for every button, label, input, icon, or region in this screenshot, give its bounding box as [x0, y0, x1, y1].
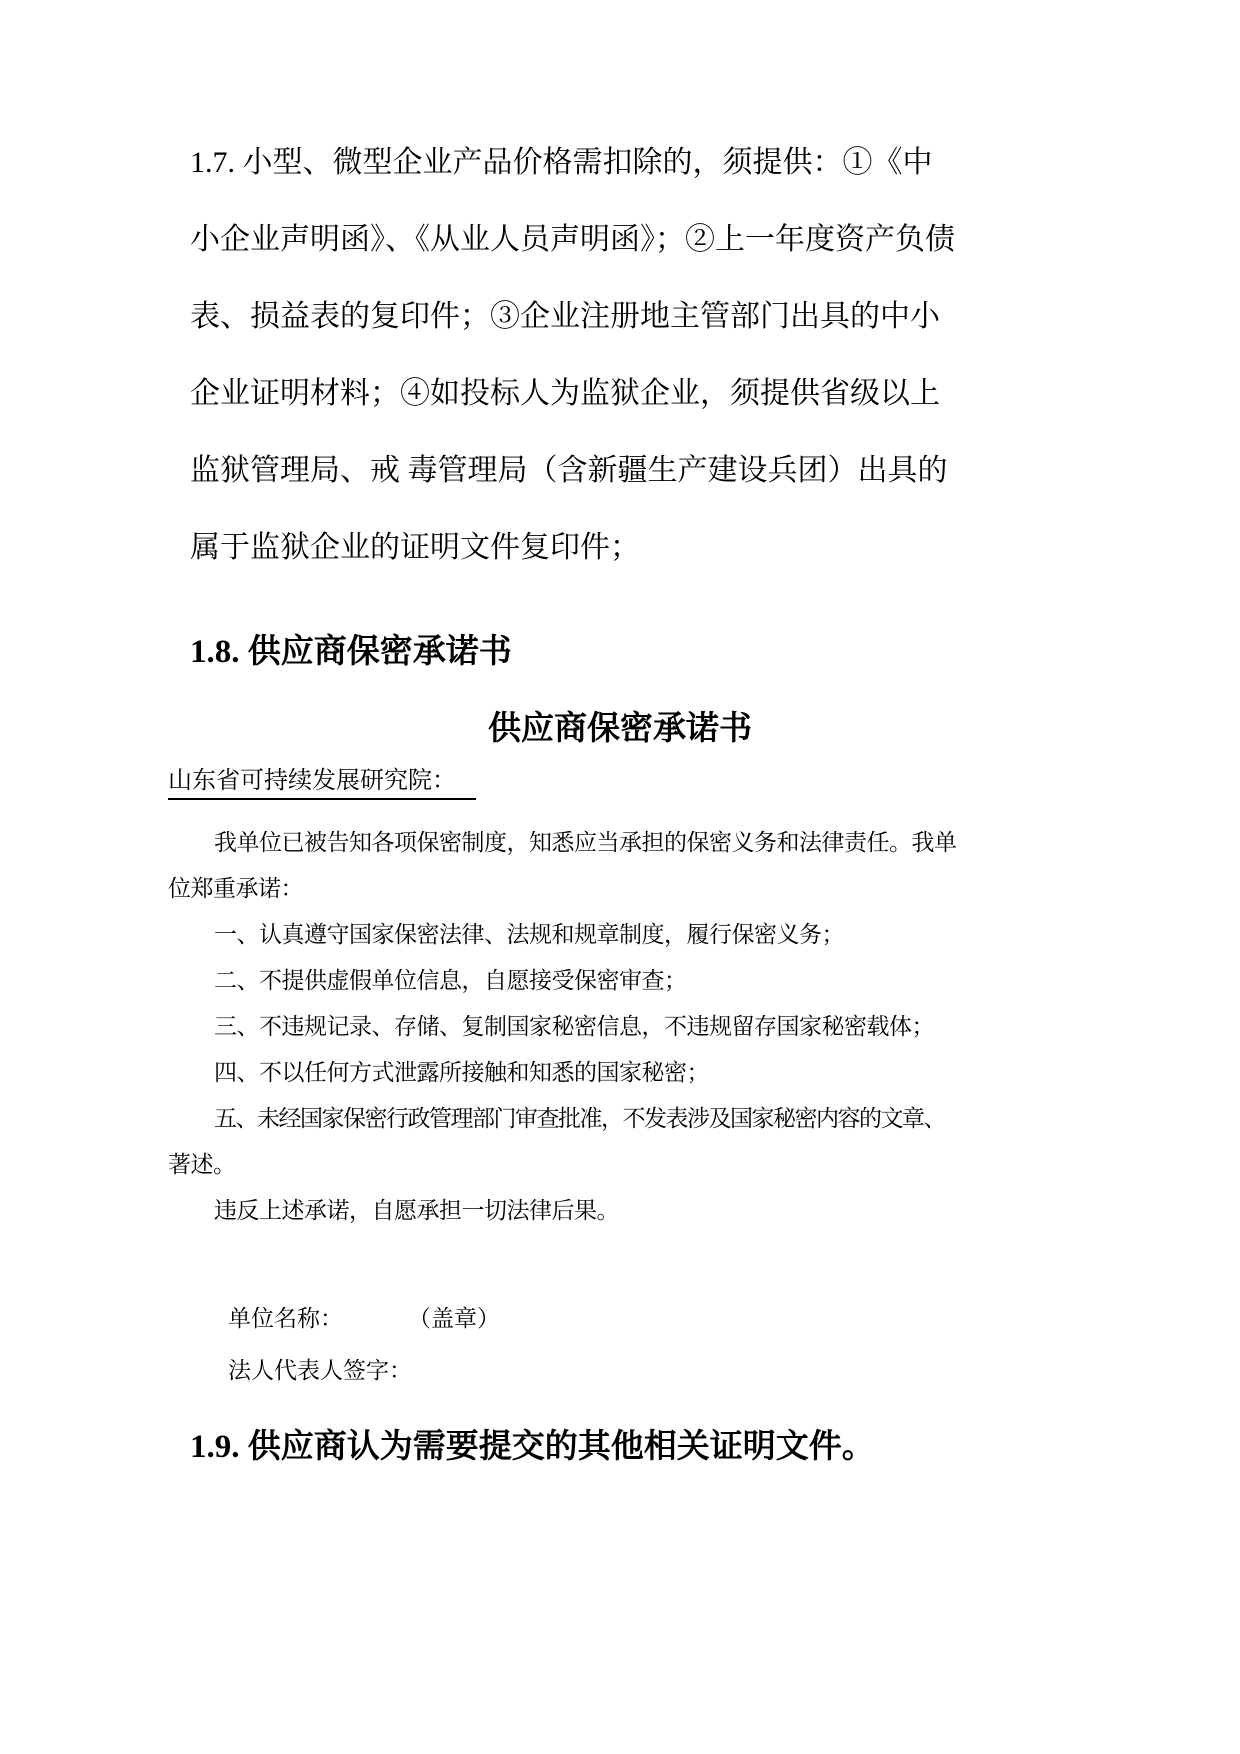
clause-1-7-line: 监狱管理局、戒 毒管理局（含新疆生产建设兵团）出具的: [190, 454, 948, 487]
letter-title: 供应商保密承诺书: [488, 711, 752, 747]
addressee-line: [168, 760, 476, 800]
unit-name-label: 单位名称：: [228, 1306, 343, 1331]
commitment-item: 三、不违规记录、存储、复制国家秘密信息，不违规留存国家秘密载体；: [214, 1014, 934, 1039]
intro-line: 位郑重承诺：: [168, 876, 303, 901]
intro-line: 我单位已被告知各项保密制度，知悉应当承担的保密义务和法律责任。我单: [214, 830, 957, 855]
commitment-item: 四、不以任何方式泄露所接触和知悉的国家秘密；: [214, 1060, 709, 1085]
clause-1-7-line: 企业证明材料；④如投标人为监狱企业，须提供省级以上: [190, 377, 940, 410]
heading-1-8: 1.8. 供应商保密承诺书: [190, 634, 512, 670]
commitment-item-wrap: 著述。: [168, 1152, 236, 1177]
clause-1-7-line: 1.7. 小型、微型企业产品价格需扣除的，须提供：①《中: [190, 146, 933, 179]
clause-1-7-paragraph: [190, 124, 980, 586]
seal-label: （盖章）: [408, 1306, 500, 1331]
commitment-item: 五、未经国家保密行政管理部门审查批准，不发表涉及国家秘密内容的文章、: [214, 1106, 945, 1131]
legal-rep-signature-label: 法人代表人签字：: [228, 1358, 412, 1383]
addressee-text: 山东省可持续发展研究院：: [168, 760, 476, 800]
commitment-item: 一、认真遵守国家保密法律、法规和规章制度，履行保密义务；: [214, 922, 844, 947]
closing-line: 违反上述承诺，自愿承担一切法律后果。: [214, 1198, 619, 1223]
clause-1-7-line: 属于监狱企业的证明文件复印件；: [190, 531, 640, 564]
heading-1-9: 1.9. 供应商认为需要提交的其他相关证明文件。: [190, 1429, 875, 1465]
commitment-item: 二、不提供虚假单位信息，自愿接受保密审查；: [214, 968, 687, 993]
signature-unit-line: [228, 1300, 500, 1333]
clause-1-7-line: 表、损益表的复印件；③企业注册地主管部门出具的中小: [190, 300, 940, 333]
clause-1-7-line: 小企业声明函》、《从业人员声明函》；②上一年度资产负债: [190, 223, 955, 256]
letter-body: [168, 820, 958, 1234]
